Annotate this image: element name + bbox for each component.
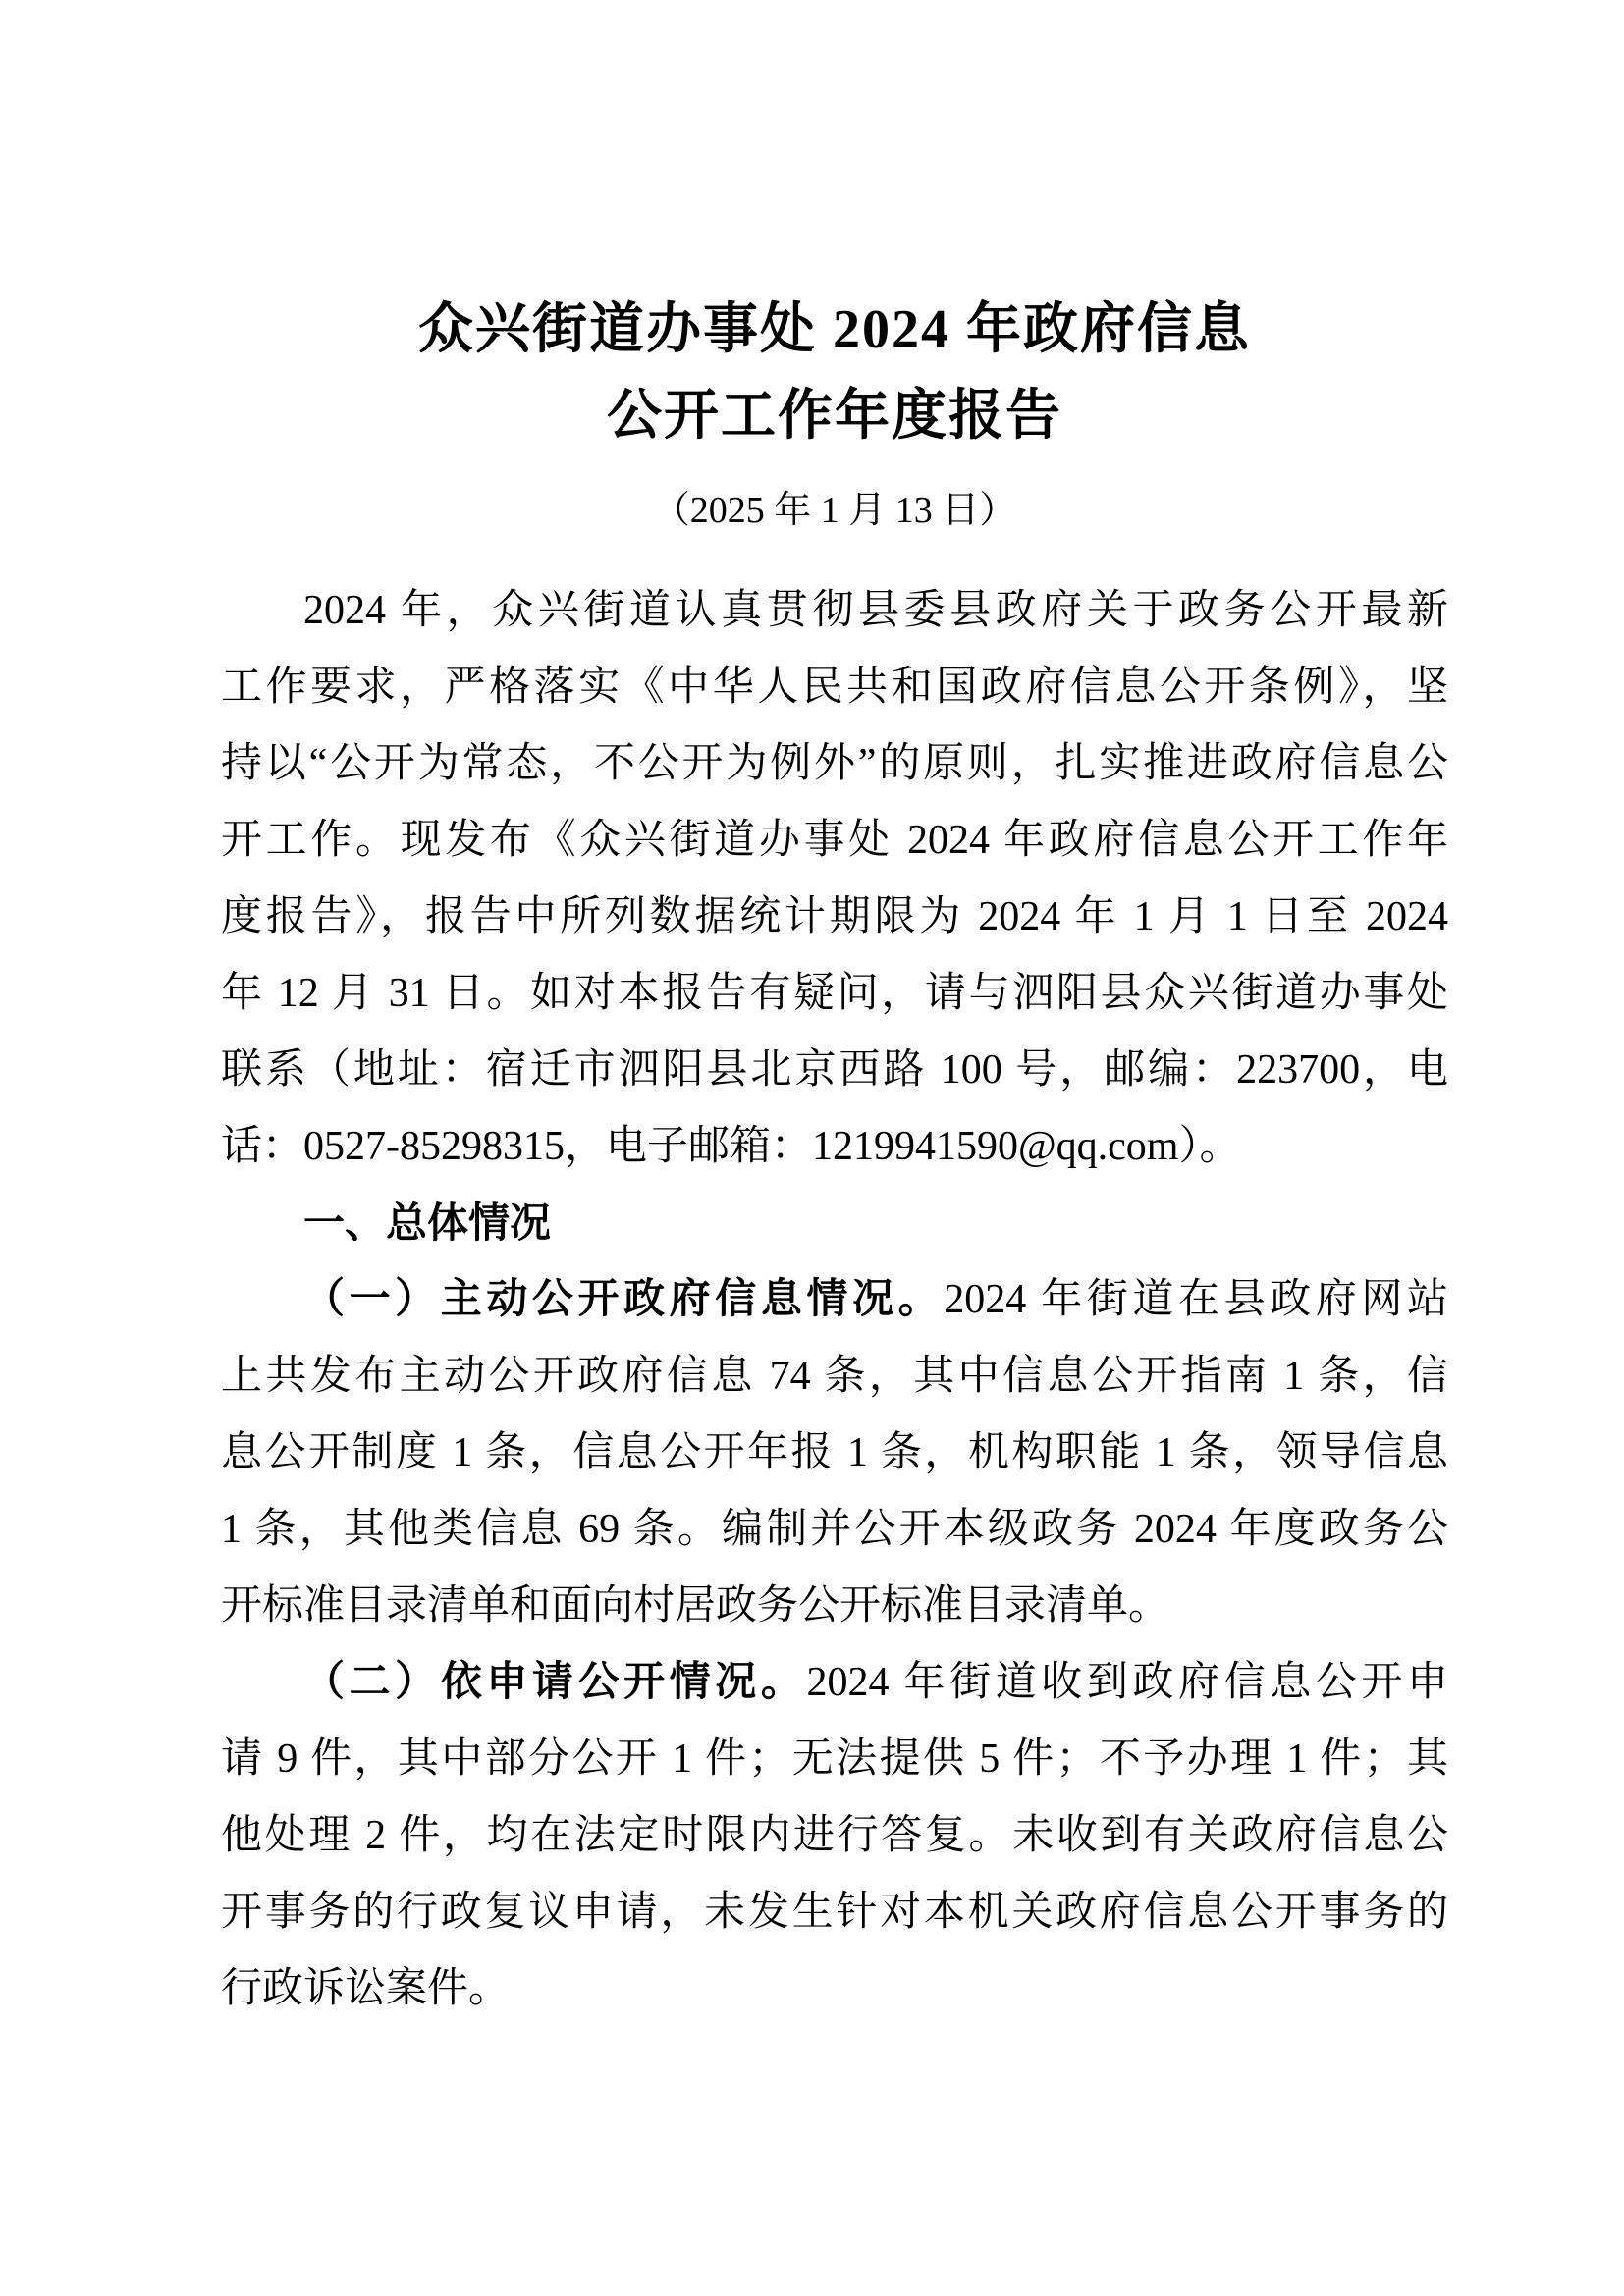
section-1-line: 1 条，其他类信息 69 条。编制并公开本级政务 2024 年度政务公 bbox=[221, 1507, 1448, 1552]
section-2-rest: 2024 年街道收到政府信息公开申 bbox=[806, 1660, 1448, 1705]
paragraph-1-line: 年 12 月 31 日。如对本报告有疑问，请与泗阳县众兴街道办事处 bbox=[221, 971, 1448, 1016]
section-heading-overall: 一、总体情况 bbox=[303, 1200, 552, 1246]
section-1-lead: （一）主动公开政府信息情况。 bbox=[303, 1277, 945, 1322]
paragraph-1-line: 2024 年，众兴街道认真贯彻县委县政府关于政务公开最新 bbox=[303, 588, 1448, 633]
paragraph-1-line: 话：0527-85298315，电子邮箱：1219941590@qq.com）。 bbox=[221, 1124, 1241, 1169]
paragraph-1-line: 持以“公开为常态，不公开为例外”的原则，扎实推进政府信息公 bbox=[221, 741, 1448, 786]
paragraph-1-line: 工作要求，严格落实《中华人民共和国政府信息公开条例》，坚 bbox=[221, 665, 1448, 710]
section-1-line: 上共发布主动公开政府信息 74 条，其中信息公开指南 1 条，信 bbox=[221, 1354, 1448, 1399]
document-body bbox=[221, 572, 1448, 2027]
section-2-line: 请 9 件，其中部分公开 1 件；无法提供 5 件；不予办理 1 件；其 bbox=[221, 1736, 1448, 1782]
title-line-2: 公开工作年度报告 bbox=[607, 386, 1062, 447]
section-1-line: 开标准目录清单和面向村居政务公开标准目录清单。 bbox=[221, 1583, 1170, 1629]
section-1-first-line bbox=[221, 1261, 1448, 1338]
section-2-lead: （二）依申请公开情况。 bbox=[303, 1660, 807, 1705]
section-2-line: 他处理 2 件，均在法定时限内进行答复。未收到有关政府信息公 bbox=[221, 1813, 1448, 1858]
section-2-first-line bbox=[221, 1644, 1448, 1721]
paragraph-1-line: 联系（地址：宿迁市泗阳县北京西路 100 号，邮编：223700，电 bbox=[221, 1047, 1448, 1093]
section-2-line: 行政诉讼案件。 bbox=[221, 1966, 511, 2011]
section-1-rest: 2024 年街道在县政府网站 bbox=[944, 1277, 1448, 1322]
paragraph-1-line: 开工作。现发布《众兴街道办事处 2024 年政府信息公开工作年 bbox=[221, 818, 1448, 863]
title-line-1: 众兴街道办事处 2024 年政府信息 bbox=[418, 299, 1251, 360]
section-1-line: 息公开制度 1 条，信息公开年报 1 条，机构职能 1 条，领导信息 bbox=[221, 1430, 1448, 1475]
document-title bbox=[221, 287, 1448, 459]
paragraph-1-line: 度报告》，报告中所列数据统计期限为 2024 年 1 月 1 日至 2024 bbox=[221, 894, 1448, 939]
section-2-line: 开事务的行政复议申请，未发生针对本机关政府信息公开事务的 bbox=[221, 1890, 1448, 1935]
document-date: （2025 年 1 月 13 日） bbox=[652, 490, 1017, 531]
